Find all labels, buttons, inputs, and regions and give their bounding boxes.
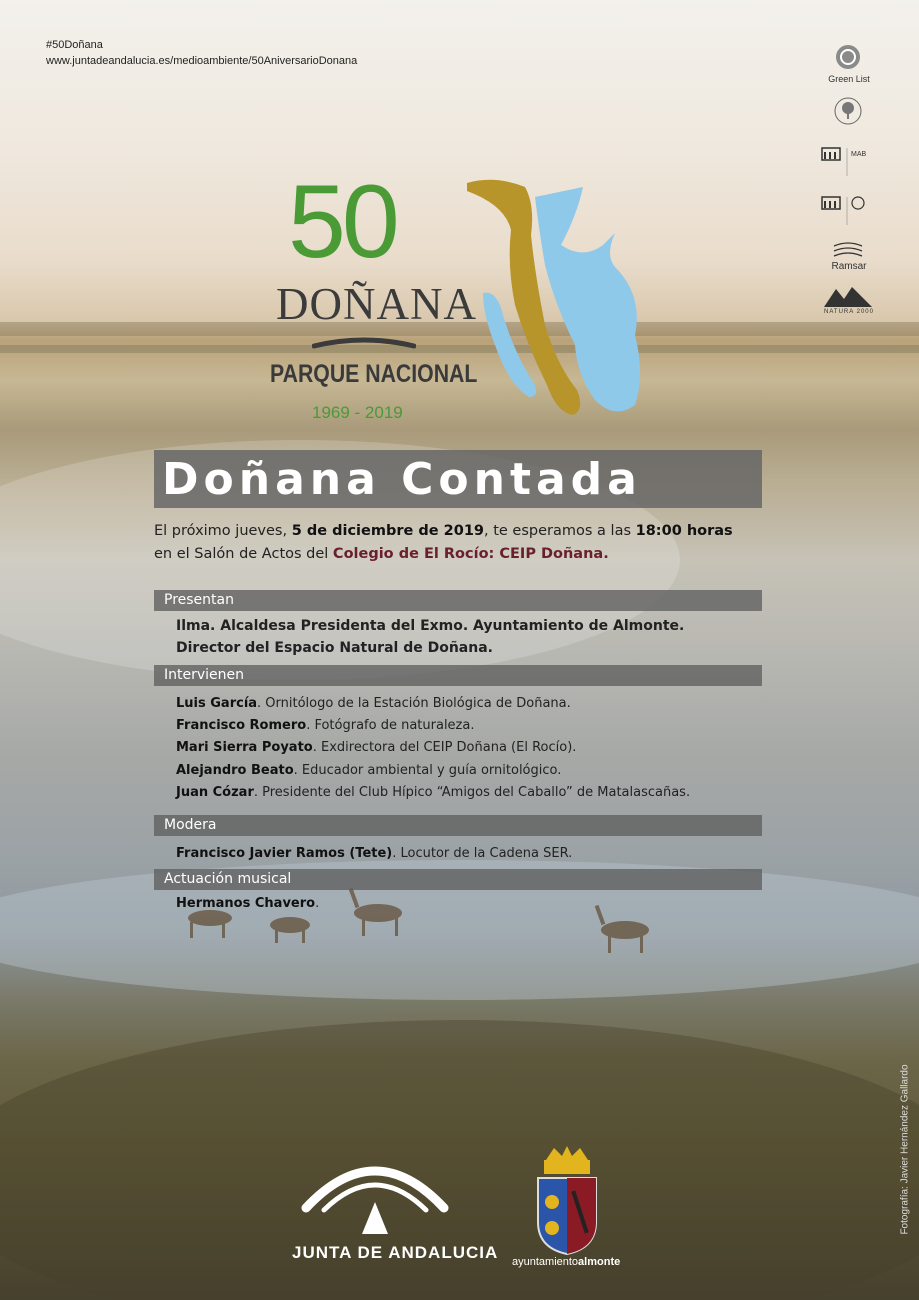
natura-2000-icon — [822, 283, 874, 309]
junta-andalucia-text: JUNTA DE ANDALUCIA — [292, 1243, 499, 1262]
music-line: Hermanos Chavero. — [176, 896, 320, 911]
almonte-coat-of-arms-icon — [534, 1144, 600, 1256]
intro-line-1: El próximo jueves, 5 de diciembre de 2019, te esperamos a las 18:00 horas — [154, 523, 733, 539]
logo-years: 1969 - 2019 — [312, 403, 403, 422]
ramsar-icon — [830, 240, 866, 260]
logo-subtitle: PARQUE NACIONAL — [270, 360, 478, 388]
speaker-line: Luis García. Ornitólogo de la Estación Biológica de Doñana. — [176, 696, 571, 711]
unesco-mab-icon — [820, 146, 876, 180]
section-bar-modera — [154, 815, 762, 836]
ayuntamiento-almonte-text: ayuntamientoalmonte — [512, 1256, 621, 1268]
event-date: 5 de diciembre de 2019 — [291, 523, 484, 539]
green-list-label: Green List — [828, 74, 870, 84]
logo-swoosh — [312, 336, 416, 350]
event-title: Doñana Contada — [162, 454, 642, 505]
ramsar-label: Ramsar — [831, 261, 867, 272]
hashtag-text: #50Doñana — [46, 39, 103, 51]
tree-seal-icon — [833, 96, 863, 126]
photo-credit: Fotografía: Javier Hernández Gallardo — [899, 1064, 911, 1235]
green-list-icon — [834, 43, 862, 71]
speaker-line: Mari Sierra Poyato. Exdirectora del CEIP Doñana (El Rocío). — [176, 740, 577, 755]
section-title-modera: Modera — [164, 817, 217, 833]
section-title-presentan: Presentan — [164, 592, 234, 608]
event-venue: Colegio de El Rocío: CEIP Doñana. — [332, 546, 609, 562]
unesco-heritage-icon — [820, 195, 876, 229]
logo-number: 50 — [288, 164, 396, 280]
website-link[interactable]: www.juntadeandalucia.es/medioambiente/50AniversarioDonana — [46, 55, 358, 67]
section-title-actuacion: Actuación musical — [164, 871, 292, 887]
junta-andalucia-logo-icon — [300, 1150, 450, 1240]
section-title-intervienen: Intervienen — [164, 667, 245, 683]
section-bar-intervienen — [154, 665, 762, 686]
presenter-line: Director del Espacio Natural de Doñana. — [176, 640, 493, 656]
speaker-line: Juan Cózar. Presidente del Club Hípico “Amigos del Caballo” de Matalascañas. — [176, 785, 691, 800]
presenter-line: Ilma. Alcaldesa Presidenta del Exmo. Ayuntamiento de Almonte. — [176, 618, 685, 634]
intro-line-2: en el Salón de Actos del Colegio de El Rocío: CEIP Doñana. — [154, 546, 609, 562]
speaker-line: Francisco Romero. Fotógrafo de naturaleza. — [176, 718, 475, 733]
donana-map-logo-icon — [465, 175, 655, 430]
moderator-line: Francisco Javier Ramos (Tete). Locutor de la Cadena SER. — [176, 846, 573, 861]
natura-label: NATURA 2000 — [824, 309, 874, 315]
speaker-line: Alejandro Beato. Educador ambiental y guía ornitológico. — [176, 763, 562, 778]
event-time: 18:00 horas — [635, 523, 733, 539]
section-bar-presentan — [154, 590, 762, 611]
svg-text:MAB: MAB — [851, 151, 867, 158]
logo-name: DOÑANA — [276, 279, 477, 329]
